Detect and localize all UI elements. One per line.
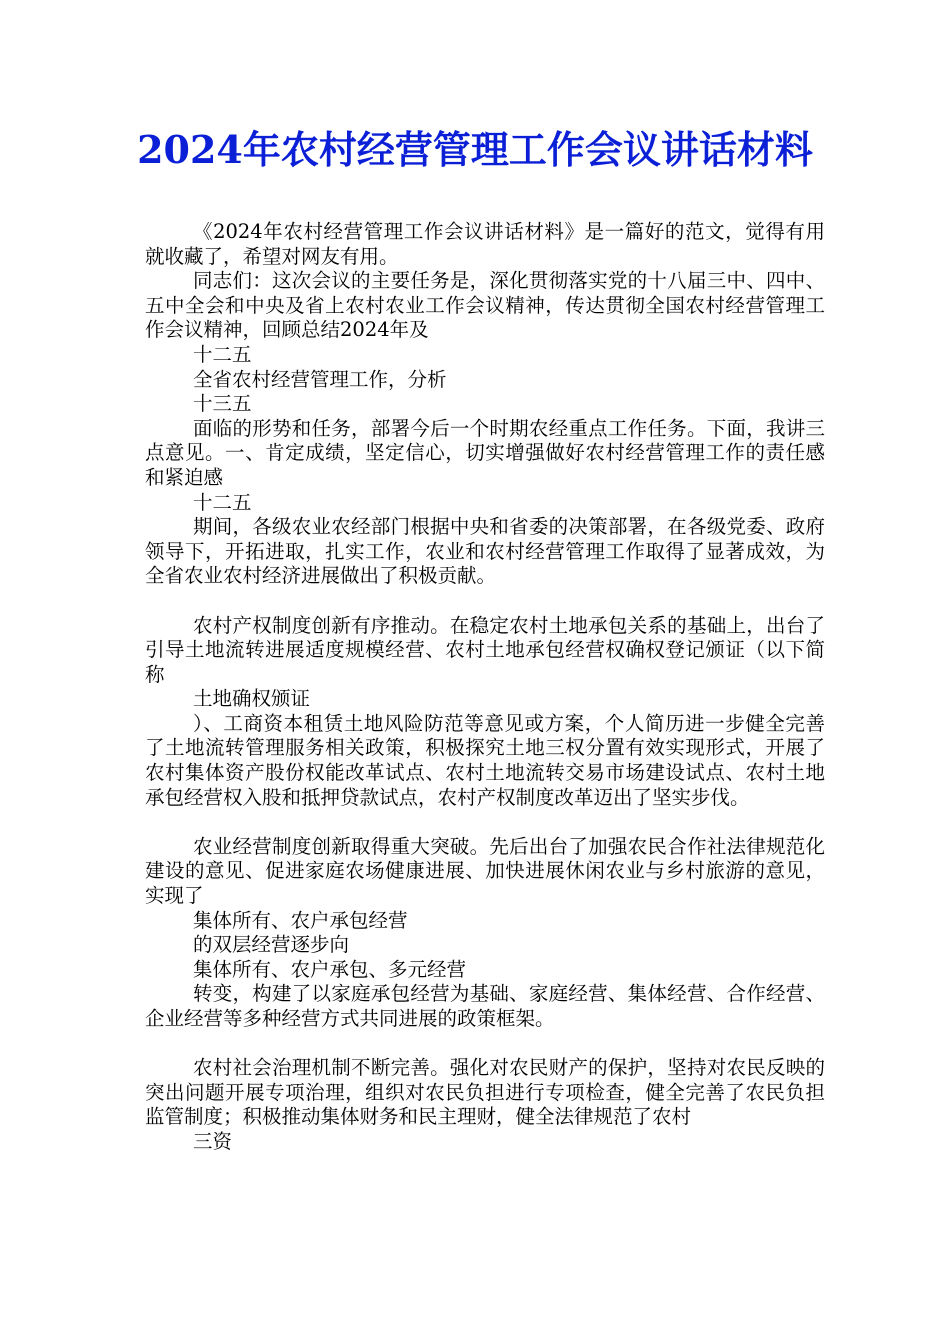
paragraph: 十三五 [193, 392, 252, 416]
paragraph: 期间，各级农业农经部门根据中央和省委的决策部署，在各级党委、政府领导下，开拓进取，扎实工作，农业和农村经营管理工作取得了显著成效，为全省农业农村经济进展做出了积极贡献。 [145, 515, 825, 588]
document-title: 2024年农村经营管理工作会议讲话材料 [137, 127, 813, 172]
paragraph: 十二五 [193, 490, 252, 514]
paragraph: 农业经营制度创新取得重大突破。先后出台了加强农民合作社法律规范化建设的意见、促进家庭农场健康进展、加快进展休闲农业与乡村旅游的意见，实现了 [145, 834, 825, 908]
paragraph-gap [145, 810, 825, 835]
paragraph: 十二五 [193, 342, 252, 366]
paragraph: ）、工商资本租赁土地风险防范等意见或方案，个人简历进一步健全完善了土地流转管理服务相关政策，积极探究土地三权分置有效实现形式，开展了农村集体资产股份权能改革试点、农村土地流转交易市场建设试点、农村土地承包经营权入股和抵押贷款试点，农村产权制度改革迈出了坚实步伐。 [145, 711, 825, 809]
paragraph: 集体所有、农户承包经营 [193, 908, 408, 932]
paragraph: 同志们：这次会议的主要任务是，深化贯彻落实党的十八届三中、四中、五中全会和中央及省上农村农业工作会议精神，传达贯彻全国农村经营管理工作会议精神，回顾总结2024年及 [145, 269, 825, 342]
document-body [145, 220, 825, 1155]
paragraph: 全省农村经营管理工作，分析 [193, 367, 447, 391]
paragraph: 的双层经营逐步向 [193, 933, 350, 957]
paragraph: 三资 [193, 1129, 233, 1153]
paragraph: 《2024年农村经营管理工作会议讲话材料》是一篇好的范文，觉得有用就收藏了，希望对网友有用。 [145, 220, 825, 268]
paragraph: 转变，构建了以家庭承包经营为基础、家庭经营、集体经营、合作经营、企业经营等多种经营方式共同进展的政策框架。 [145, 982, 825, 1030]
paragraph: 农村社会治理机制不断完善。强化对农民财产的保护，坚持对农民反映的突出问题开展专项治理，组织对农民负担进行专项检查，健全完善了农民负担监管制度；积极推动集体财务和民主理财，健全法律规范了农村 [145, 1056, 825, 1129]
paragraph-gap [145, 589, 825, 614]
paragraph: 农村产权制度创新有序推动。在稳定农村土地承包关系的基础上，出台了引导土地流转进展适度规模经营、农村土地承包经营权确权登记颁证（以下简称 [145, 613, 825, 686]
paragraph: 集体所有、农户承包、多元经营 [193, 957, 467, 981]
paragraph-gap [145, 1032, 825, 1057]
paragraph: 面临的形势和任务，部署今后一个时期农经重点工作任务。下面，我讲三点意见。一、肯定成绩，坚定信心，切实增强做好农村经营管理工作的责任感和紧迫感 [145, 416, 825, 489]
paragraph: 土地确权颁证 [193, 687, 311, 711]
